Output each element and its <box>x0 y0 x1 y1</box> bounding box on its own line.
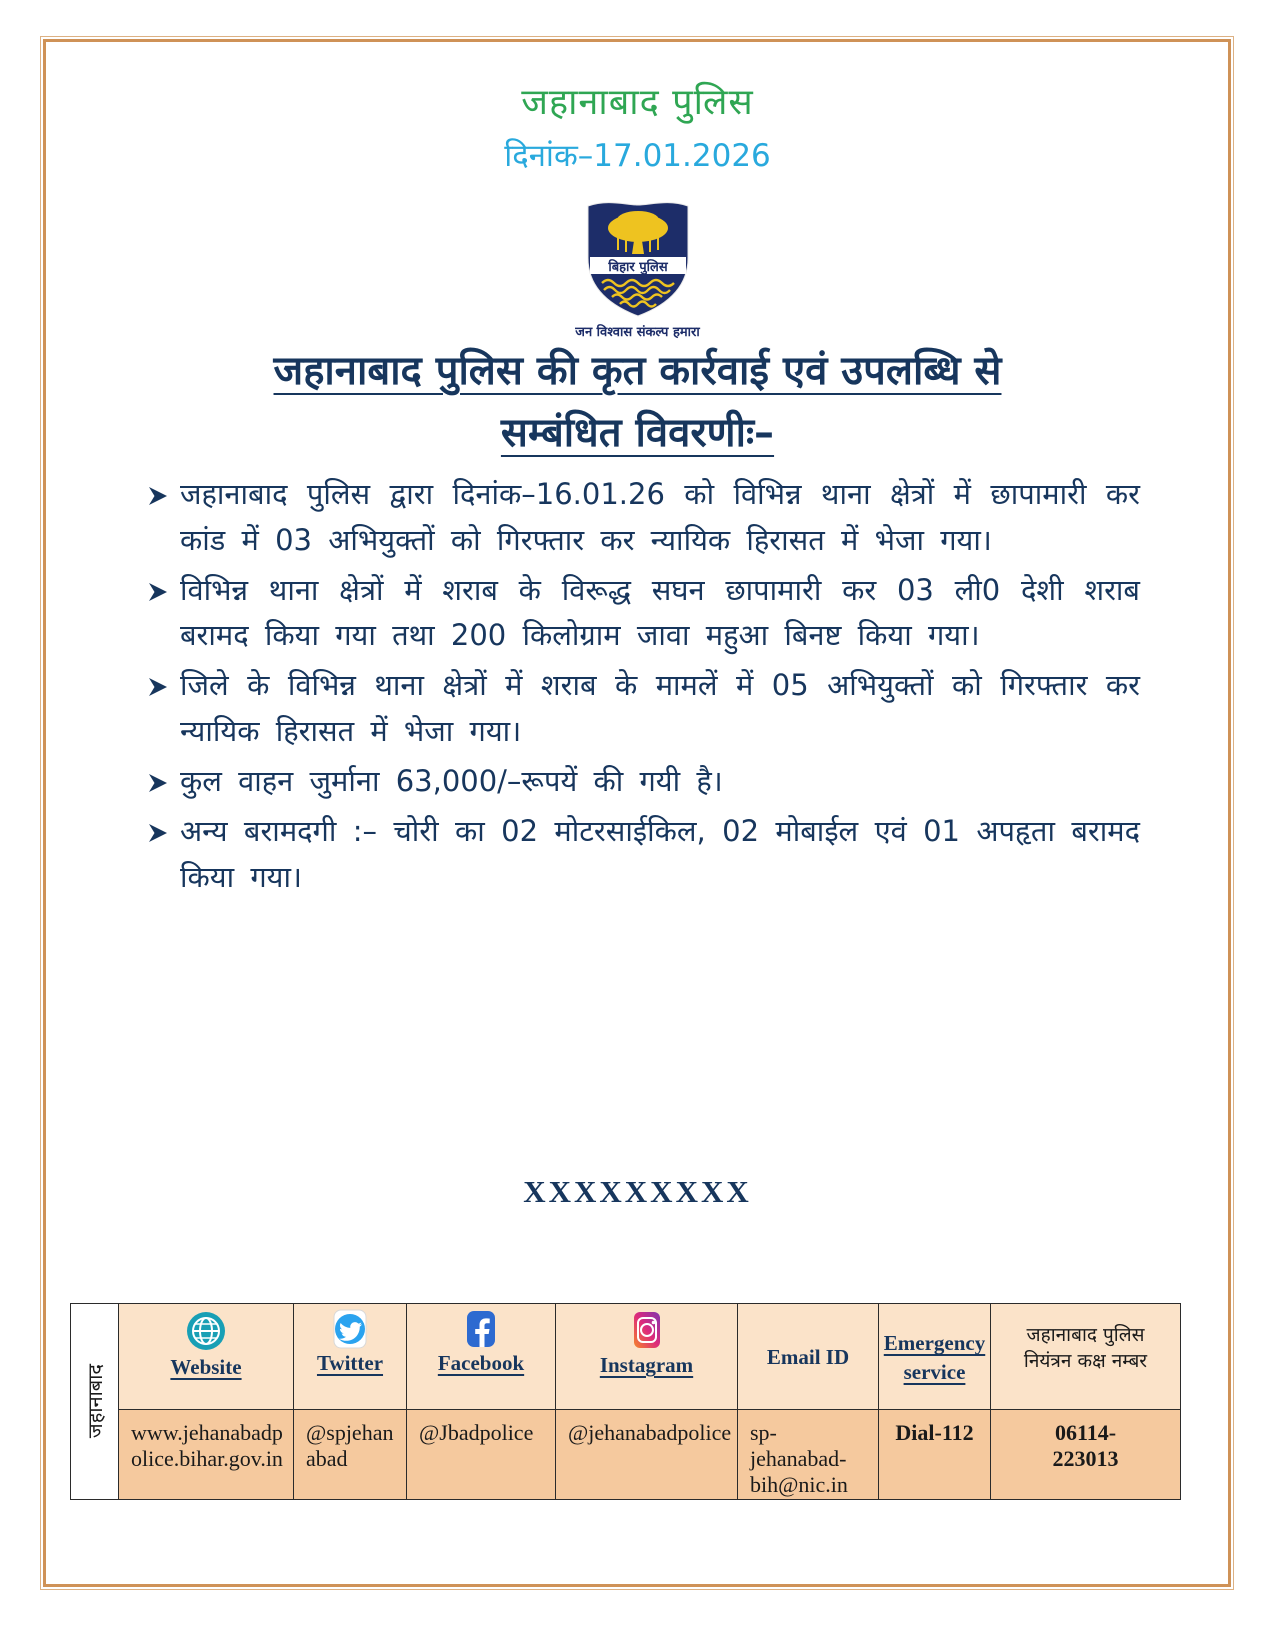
website-link[interactable]: Website <box>170 1355 242 1379</box>
twitter-handle-value[interactable]: @spjehanabad <box>294 1410 407 1500</box>
instagram-header-cell <box>556 1304 738 1410</box>
control-room-header-label: जहानाबाद पुलिस नियंत्रन कक्ष नम्बर <box>1023 1324 1148 1372</box>
date-line: दिनांक–17.01.2026 <box>504 138 771 174</box>
bullet-text: जहानाबाद पुलिस द्वारा दिनांक–16.01.26 को विभिन्न थाना क्षेत्रों में छापामारी कर कांड में 03 अभियुक्तों को गिरफ्तार कर न्यायिक हिरासत में भेजा गया। <box>180 477 1140 557</box>
website-header-cell <box>119 1304 294 1410</box>
heading-line1: जहानाबाद पुलिस की कृत कार्रवाई एवं उपलब्धि से <box>273 348 1002 394</box>
email-header-cell <box>738 1304 879 1410</box>
twitter-icon <box>331 1309 369 1349</box>
arrow-bullet-icon <box>146 809 180 849</box>
footer-contact-table <box>70 1303 1181 1500</box>
bullet-item <box>146 759 1140 805</box>
bullet-item <box>146 663 1140 755</box>
globe-icon <box>184 1309 228 1353</box>
email-value[interactable]: sp-jehanabad-bih@nic.in <box>738 1410 879 1500</box>
bullet-text: विभिन्न थाना क्षेत्रों में शराब के विरूद्ध सघन छापामारी कर 03 ली0 देशी शराब बरामद किया गया तथा 200 किलोग्राम जावा महुआ बिनष्ट किया गया। <box>180 572 1140 653</box>
instagram-icon <box>628 1309 666 1351</box>
instagram-handle-value[interactable]: @jehanabadpolice <box>556 1410 738 1500</box>
arrow-bullet-icon <box>146 759 180 799</box>
facebook-icon <box>463 1309 499 1349</box>
bullet-list <box>146 472 1140 904</box>
bullet-text: जिले के विभिन्न थाना क्षेत्रों में शराब के मामलें में 05 अभियुक्तों को गिरफ्तार कर न्यायिक हिरासत में भेजा गया। <box>180 668 1140 749</box>
bihar-police-logo <box>0 194 1275 340</box>
bullet-item <box>146 568 1140 660</box>
control-room-header-cell <box>991 1304 1181 1410</box>
facebook-handle-value[interactable]: @Jbadpolice <box>407 1410 556 1500</box>
table-side-label-cell <box>71 1304 119 1500</box>
emergency-service-link[interactable]: Emergency service <box>883 1331 986 1384</box>
arrow-bullet-icon <box>146 472 180 512</box>
bullet-item <box>146 809 1140 901</box>
arrow-bullet-icon <box>146 568 180 608</box>
heading-line2: सम्बंधित विवरणीः– <box>500 410 775 456</box>
bullet-text: अन्य बरामदगी :– चोरी का 02 मोटरसाईकिल, 02 मोबाईल एवं 01 अपहृता बरामद किया गया। <box>180 813 1140 894</box>
logo-motto: जन विश्वास संकल्प हमारा <box>575 325 700 340</box>
facebook-header-cell <box>407 1304 556 1410</box>
emergency-header-cell <box>879 1304 991 1410</box>
main-heading <box>0 340 1275 464</box>
bullet-text: कुल वाहन जुर्माना 63,000/–रूपयें की गयी है। <box>180 763 723 798</box>
arrow-bullet-icon <box>146 663 180 703</box>
website-value[interactable]: www.jehanabadpolice.bihar.gov.in <box>119 1410 294 1500</box>
twitter-link[interactable]: Twitter <box>316 1351 384 1375</box>
side-label: जहानाबाद <box>83 1364 107 1439</box>
logo-band-text: बिहार पुलिस <box>607 260 668 275</box>
police-shield-icon <box>576 194 700 320</box>
instagram-link[interactable]: Instagram <box>599 1353 694 1377</box>
org-title: जहानाबाद पुलिस <box>521 82 754 123</box>
bullet-item <box>146 472 1140 564</box>
control-room-number-value: 06114-223013 <box>991 1410 1181 1500</box>
facebook-link[interactable]: Facebook <box>437 1351 525 1375</box>
email-header-label: Email ID <box>766 1345 850 1369</box>
emergency-number-value: Dial-112 <box>879 1410 991 1500</box>
separator-text: XXXXXXXXX <box>523 1174 752 1209</box>
twitter-header-cell <box>294 1304 407 1410</box>
